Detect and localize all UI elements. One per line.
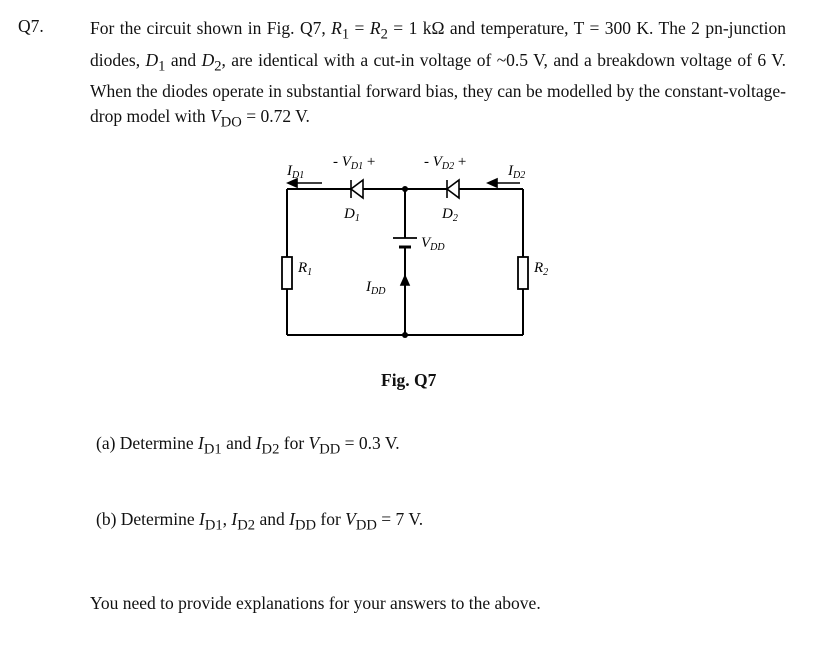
part-b: (b) Determine $I_{D1}$, $I_{D2}$ and $I_{DD}$ for $V_{DD} = 7$ V. (96, 509, 424, 534)
label-r1: $R_1$ (298, 260, 313, 278)
label-vd1: - $V_{D1}$ + (333, 154, 376, 172)
battery-vdd-symbol (393, 238, 417, 247)
label-id2: $I_{D2}$ (508, 163, 526, 181)
label-id1: $I_{D1}$ (287, 163, 305, 181)
label-idd: $I_{DD}$ (366, 279, 386, 297)
diode-d1-symbol (351, 180, 363, 198)
figure-caption: Fig. Q7 (381, 370, 437, 390)
resistor-r1-symbol (282, 257, 292, 289)
label-vdd: $V_{DD}$ (421, 235, 445, 253)
part-a: (a) Determine $I_{D1}$ and $I_{D2}$ for $V_{DD} = 0.3$ V. (96, 433, 400, 458)
idd-arrow (401, 276, 409, 300)
question-stem: For the circuit shown in Fig. Q7, $R_1 = R_2 = 1$ kΩ and temperature, T = 300 K. The 2 pn-junction diodes, $D_1$ and $D_2$, are identical with a cut-in voltage of ~0.5 V, and a breakdown voltage of 6 V. When the diodes operate in substantial forward bias, they can be modelled by the constant-voltage-drop model with $V_{DO} = 0.72$ V. (90, 18, 787, 131)
junction-dot-top (402, 186, 408, 192)
junction-dot-bottom (402, 332, 408, 338)
label-r2: $R_2$ (534, 260, 549, 278)
resistor-r2-symbol (518, 257, 528, 289)
label-d2: $D_2$ (442, 206, 458, 224)
label-d1: $D_1$ (344, 206, 360, 224)
explanation-note: You need to provide explanations for your answers to the above. (90, 593, 541, 613)
diode-d2-symbol (447, 180, 459, 198)
label-vd2: - $V_{D2}$ + (424, 154, 467, 172)
question-number: Q7. (18, 16, 44, 36)
